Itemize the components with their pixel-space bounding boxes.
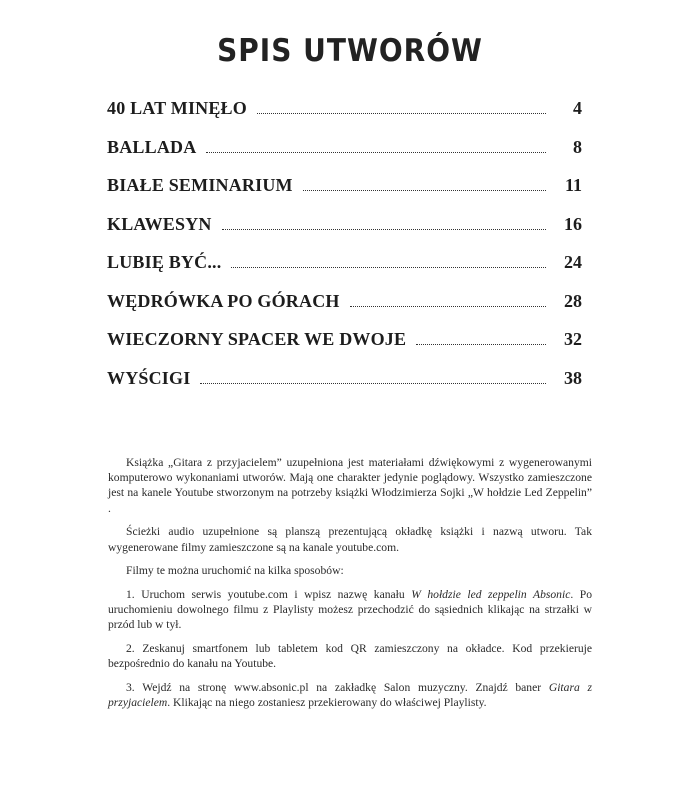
paragraph-step-2: 2. Zeskanuj smartfonem lub tabletem kod QR zamieszczony na okładce. Kod przekieruje bezpośrednio do kanału na Youtube. [108, 642, 592, 671]
toc-entry [107, 329, 582, 368]
toc-entry [107, 175, 582, 214]
info-text [108, 455, 592, 719]
toc-leader-dots [350, 306, 546, 307]
toc-entry-page: 16 [564, 213, 582, 234]
toc-entry-title: WYŚCIGI [107, 367, 191, 388]
toc-entry-page: 38 [564, 367, 582, 388]
toc-entry-title: BALLADA [107, 136, 197, 157]
toc-entry-title: LUBIĘ BYĆ... [107, 252, 222, 272]
toc-leader-dots [303, 190, 546, 191]
toc-entry [107, 252, 582, 291]
page-title: SPIS UTWORÓW [217, 32, 483, 69]
toc-entry-page: 8 [573, 136, 582, 157]
paragraph-ways: Filmy te można uruchomić na kilka sposobów: [126, 564, 344, 578]
toc-leader-dots [257, 113, 546, 114]
toc-entry [107, 214, 582, 253]
toc-entry [107, 291, 582, 330]
toc-entry-title: BIAŁE SEMINARIUM [107, 175, 293, 195]
toc-entry-title: 40 LAT MINĘŁO [107, 98, 247, 118]
toc-entry-page: 28 [564, 290, 582, 311]
channel-name: W hołdzie led zeppelin Absonic [411, 587, 571, 601]
toc-entry [107, 368, 582, 407]
paragraph-intro: Książka „Gitara z przyjacielem” uzupełniona jest materiałami dźwiękowymi z wygenerowanymi komputerowo wykonaniami utworów. Mają one charakter jedynie poglądowy. Wszystko zamieszczone jest na kanele Youtube stworzonym na potrzeby książki Włodzimierza Sojki „W hołdzie Led Zeppelin” . [108, 456, 592, 515]
step-3-text-a: 3. Wejdź na stronę www.absonic.pl na zakładkę Salon muzyczny. Znajdź baner [126, 680, 549, 694]
toc-leader-dots [416, 344, 546, 345]
step-1-text-a: 1. Uruchom serwis youtube.com i wpisz nazwę kanału [126, 587, 412, 601]
toc-leader-dots [206, 152, 546, 153]
toc-entry [107, 137, 582, 176]
toc-leader-dots [231, 267, 546, 268]
toc-entry-title: KLAWESYN [107, 213, 212, 234]
paragraph-step-3 [108, 680, 592, 710]
table-of-contents [107, 98, 582, 406]
toc-entry-page: 4 [573, 98, 582, 118]
toc-leader-dots [200, 383, 546, 384]
toc-entry-page: 24 [564, 252, 582, 272]
banner-name: Gitara z przyjacielem [108, 680, 592, 710]
step-1-text-b: . Po uruchomieniu dowolnego filmu z Playlisty możesz przechodzić do sąsiednich klikając na strzałki w przód lub w tył. [108, 587, 592, 632]
toc-leader-dots [222, 229, 546, 230]
step-3-text-b: . Klikając na niego zostaniesz przekierowany do właściwej Playlisty. [167, 696, 487, 710]
paragraph-step-1 [108, 587, 592, 633]
toc-entry-title: WIECZORNY SPACER WE DWOJE [107, 329, 407, 349]
toc-entry-page: 32 [564, 329, 582, 349]
toc-entry [107, 98, 582, 137]
paragraph-audio: Ścieżki audio uzupełnione są planszą prezentującą okładkę książki i nazwą utworu. Tak wygenerowane filmy zamieszczone są na kanale youtube.com. [108, 525, 592, 554]
toc-entry-title: WĘDRÓWKA PO GÓRACH [107, 290, 340, 311]
toc-entry-page: 11 [564, 175, 582, 195]
